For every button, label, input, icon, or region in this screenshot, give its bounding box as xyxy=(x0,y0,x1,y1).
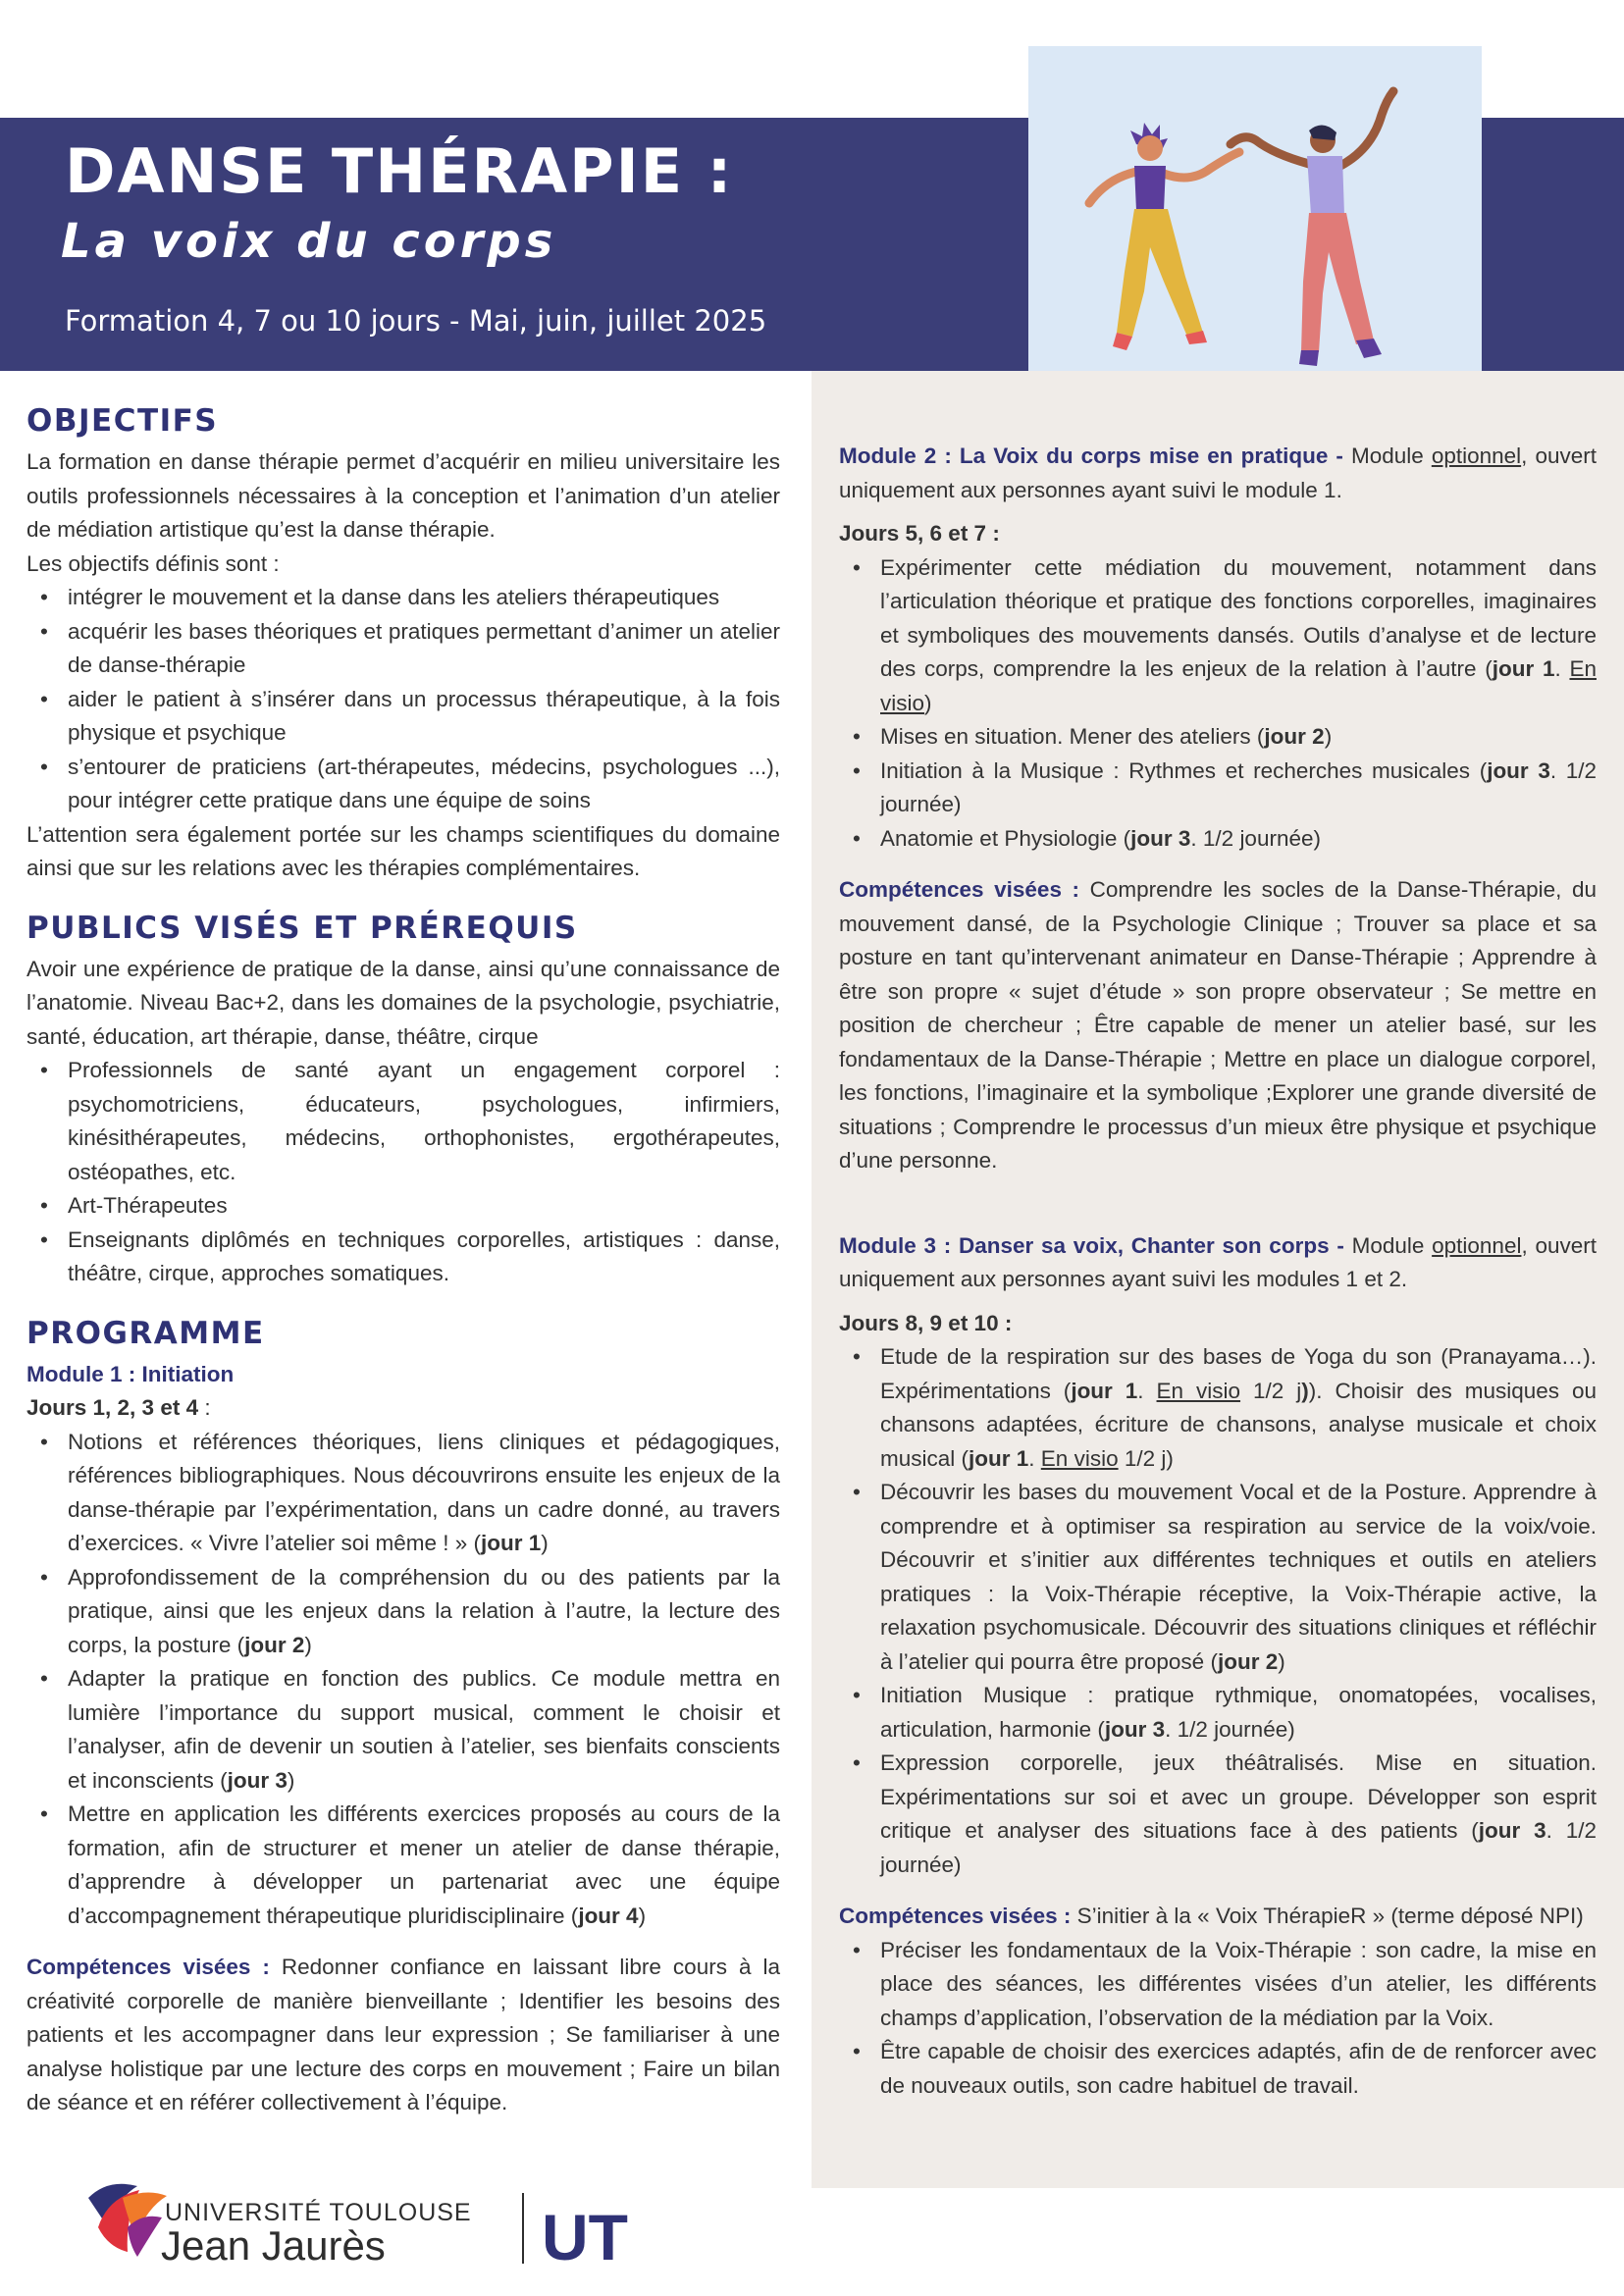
module1-list xyxy=(26,1426,780,1934)
module2-competences: Compétences visées : Comprendre les socles de la Danse-Thérapie, du mouvement dansé, de la Psychologie Clinique ; Trouver sa place et sa posture en tant qu’intervenant animateur en Danse-Thérapie ; Apprendre à être son propre « sujet d’étude » son propre observateur ; Se mettre en position de chercheur ; Être capable de mener un atelier basé, sur les fondamentaux de la Danse-Thérapie ; Mettre en place un dialogue corporel, les fonctions, l’imaginaire et la symbolique ;Explorer une grande diversité de situations ; Comprendre le processus d’un mieux être physique et psychique d’une personne. xyxy=(839,877,1597,1173)
module1-days: Jours 1, 2, 3 et 4 : xyxy=(26,1395,211,1420)
list-item: • acquérir les bases théoriques et pratiques permettant d’animer un atelier de danse-thérapie xyxy=(26,615,780,683)
dancer-right-figure xyxy=(1231,91,1393,366)
page-title: DANSE THÉRAPIE : xyxy=(65,135,734,207)
list-item: • intégrer le mouvement et la danse dans les ateliers thérapeutiques xyxy=(26,581,780,615)
list-item: • Professionnels de santé ayant un engagement corporel : psychomotriciens, éducateurs, psychologues, infirmiers, kinésithérapeutes, médecins, orthophonistes, ergothérapeutes, ostéopathes, etc. xyxy=(26,1054,780,1189)
objectifs-closing: L’attention sera également portée sur les champs scientifiques du domaine ainsi que sur les relations avec les thérapies complémentaires. xyxy=(26,821,780,880)
ut-monogram-text: UT xyxy=(542,2201,628,2273)
list-item: • Être capable de choisir des exercices adaptés, afin de de renforcer avec de nouveaux outils, son cadre habituel de travail. xyxy=(839,2035,1597,2103)
objectifs-heading: OBJECTIFS xyxy=(26,403,219,439)
dancers-illustration xyxy=(1028,46,1482,414)
objectifs-intro: La formation en danse thérapie permet d’acquérir en milieu universitaire les outils professionnels nécessaires à la conception et l’animation d’un atelier de médiation artistique qu’est la danse thérapie. xyxy=(26,449,780,542)
university-logo xyxy=(79,2164,628,2273)
module1-competences: Compétences visées : Redonner confiance en laissant libre cours à la créativité corporelle de manière bienveillante ; Identifier les besoins des patients et les accompagner dans leur expression ; Se familiariser à une analyse holistique par une lecture des corps en mouvement ; Faire un bilan de séance et en référer collectivement à l’équipe. xyxy=(26,1955,780,2114)
list-item: • Enseignants diplômés en techniques corporelles, artistiques : danse, théâtre, cirque, approches somatiques. xyxy=(26,1224,780,1291)
ut-monogram xyxy=(538,2191,628,2273)
dancer-left-figure xyxy=(1089,123,1239,350)
list-item: • Expression corporelle, jeux théâtralisés. Mise en situation. Expérimentations sur soi et avec un groupe. Développer son esprit critique et analyser des situations face à des patients (jour 3. 1/2 journée) xyxy=(839,1747,1597,1882)
list-item: • Notions et références théoriques, liens cliniques et pédagogiques, références bibliographiques. Nous découvrirons ensuite les enjeux de la danse-thérapie par l’expérimentation, dans un cadre donné, au travers d’exercices. « Vivre l’atelier soi même ! » (jour 1) xyxy=(26,1426,780,1561)
objectifs-lead: Les objectifs définis sont : xyxy=(26,550,280,576)
list-item: • Découvrir les bases du mouvement Vocal et de la Posture. Apprendre à comprendre et à optimiser sa respiration au service de la voix/voie. Découvrir et s’initier aux différentes techniques et outils en ateliers pratiques : la Voix-Thérapie réceptive, la Voix-Thérapie active, la relaxation psychomusicale. Découvrir des situations cliniques et réfléchir à l’atelier qui pourra être proposé (jour 2) xyxy=(839,1476,1597,1679)
left-column xyxy=(26,396,780,2120)
right-column xyxy=(839,440,1597,2103)
logo-divider xyxy=(522,2193,524,2264)
list-item: • Expérimenter cette médiation du mouvement, notamment dans l’articulation théorique et pratique des fonctions corporelles, imaginaires et symboliques des mouvements dansés. Outils d’analyse et de lecture des corps, comprendre la les enjeux de la relation à l’autre (jour 1. En visio) xyxy=(839,551,1597,721)
formation-dates: Formation 4, 7 ou 10 jours - Mai, juin, juillet 2025 xyxy=(65,304,767,338)
programme-heading: PROGRAMME xyxy=(26,1315,265,1351)
list-item: • aider le patient à s’insérer dans un processus thérapeutique, à la fois physique et psychique xyxy=(26,683,780,751)
list-item: • Anatomie et Physiologie (jour 3. 1/2 journée) xyxy=(839,822,1597,857)
university-name-line2: Jean Jaurès xyxy=(161,2222,386,2269)
module3-list xyxy=(839,1340,1597,1882)
module2-days: Jours 5, 6 et 7 : xyxy=(839,521,1000,546)
list-item: • Préciser les fondamentaux de la Voix-Thérapie : son cadre, la mise en place des séances, les différentes visées d’un atelier, les différents champs d’application, l’observation de la médiation par la Voix. xyxy=(839,1934,1597,2036)
module3-days: Jours 8, 9 et 10 : xyxy=(839,1310,1013,1335)
module3-title: Module 3 : Danser sa voix, Chanter son corps - Module optionnel, ouvert uniquement aux personnes ayant suivi les modules 1 et 2. xyxy=(839,1232,1597,1291)
list-item: • Mises en situation. Mener des ateliers (jour 2) xyxy=(839,720,1597,755)
module3-competences-list xyxy=(839,1934,1597,2104)
list-item: • s’entourer de praticiens (art-thérapeutes, médecins, psychologues ...), pour intégrer cette pratique dans une équipe de soins xyxy=(26,751,780,818)
list-item: • Approfondissement de la compréhension du ou des patients par la pratique, ainsi que les enjeux dans la relation à l’autre, la lecture des corps, la posture (jour 2) xyxy=(26,1561,780,1663)
list-item: • Initiation Musique : pratique rythmique, onomatopées, vocalises, articulation, harmonie (jour 3. 1/2 journée) xyxy=(839,1679,1597,1747)
publics-intro: Avoir une expérience de pratique de la danse, ainsi qu’une connaissance de l’anatomie. Niveau Bac+2, dans les domaines de la psychologie, psychiatrie, santé, éducation, art thérapie, danse, théâtre, cirque xyxy=(26,956,780,1049)
list-item: • Etude de la respiration sur des bases de Yoga du son (Pranayama…). Expérimentations (jour 1. En visio 1/2 j)). Choisir des musiques ou chansons adaptées, écriture de chansons, analyse musicale et choix musical (jour 1. En visio 1/2 j) xyxy=(839,1340,1597,1476)
list-item: • Adapter la pratique en fonction des publics. Ce module mettra en lumière l’importance du support musical, comment le choisir et l’analyser, afin de devenir un soutien à l’atelier, ses bienfaits conscients et inconscients (jour 3) xyxy=(26,1662,780,1798)
list-item: • Initiation à la Musique : Rythmes et recherches musicales (jour 3. 1/2 journée) xyxy=(839,755,1597,822)
module3-competences: Compétences visées : S’initier à la « Voix ThérapieR » (terme déposé NPI) xyxy=(839,1904,1584,1928)
publics-heading: PUBLICS VISÉS ET PRÉREQUIS xyxy=(26,910,578,946)
list-item: • Mettre en application les différents exercices proposés au cours de la formation, afin de structurer et mener un atelier de danse thérapie, d’apprendre à développer un partenariat avec une équipe d’accompagnement thérapeutique pluridisciplinaire (jour 4) xyxy=(26,1798,780,1933)
publics-list xyxy=(26,1054,780,1291)
module1-title: Module 1 : Initiation xyxy=(26,1361,235,1386)
list-item: • Art-Thérapeutes xyxy=(26,1189,780,1224)
objectifs-list xyxy=(26,581,780,818)
module2-list xyxy=(839,551,1597,857)
page-subtitle: La voix du corps xyxy=(61,214,557,269)
module2-title: Module 2 : La Voix du corps mise en pratique - Module optionnel, ouvert uniquement aux personnes ayant suivi le module 1. xyxy=(839,444,1597,502)
university-name-line1: UNIVERSITÉ TOULOUSE xyxy=(165,2199,472,2226)
